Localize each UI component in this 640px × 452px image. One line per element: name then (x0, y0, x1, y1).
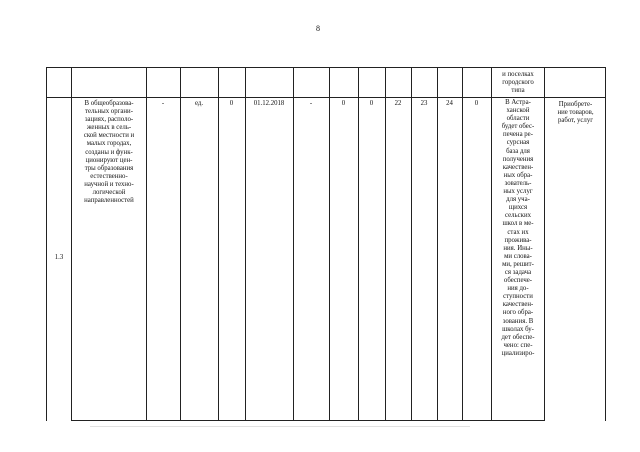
description-continuation: и поселках городского типа (502, 71, 534, 95)
result-characteristic: Приобрете- ние товаров, работ, услуг (557, 101, 594, 125)
year-value: 0 (474, 100, 479, 107)
indicator-name: В общеобразова- тельных органи- зациях, располо- женных в сель- ской местности и малых городах, созданы и функ- ционируют цен- тры образования естественно- научной и техно- логической направленностей (83, 100, 135, 205)
table-border-bottom (71, 420, 545, 421)
result-description: В Астра- ханской области будет обес- печена ре- сурсная база для получения качествен- ных обра- зователь- ных услуг для уча- щихся сельских школ в ме- стах их прожива- ния. Ины- ми слова- ми, решит- ся задача обеспече- ния до- ступности качествен- ного обра- зования. В школах бу- дет обеспе- чено: спе- циализиро- (501, 99, 535, 357)
column-divider (491, 67, 492, 421)
column-divider (329, 67, 330, 421)
column-divider (358, 67, 359, 421)
column-divider (146, 67, 147, 421)
year-value: 0 (341, 100, 346, 107)
year-value: 23 (420, 100, 428, 107)
column-divider (411, 67, 412, 421)
year-value: 0 (369, 100, 374, 107)
column-divider (462, 67, 463, 421)
year-value: 24 (446, 100, 453, 107)
year-value: 22 (394, 100, 402, 107)
column-divider (245, 67, 246, 421)
base-date: 01.12.2018 (253, 100, 285, 107)
table-border-right (605, 67, 606, 421)
unit: ед. (194, 100, 204, 107)
scan-artifact (90, 426, 470, 427)
table-border-top (46, 67, 606, 68)
column-divider (437, 67, 438, 421)
row-divider (46, 97, 606, 98)
column-divider (71, 67, 72, 421)
column-divider (293, 67, 294, 421)
column-divider (218, 67, 219, 421)
column-divider (385, 67, 386, 421)
column-divider (544, 67, 545, 421)
type-mark: - (161, 100, 165, 107)
column-divider (180, 67, 181, 421)
base-value: 0 (229, 100, 234, 107)
value-dash: - (309, 100, 313, 107)
row-number: 1.3 (54, 254, 64, 261)
table-border-left (46, 67, 47, 421)
page-number: 8 (316, 24, 320, 33)
